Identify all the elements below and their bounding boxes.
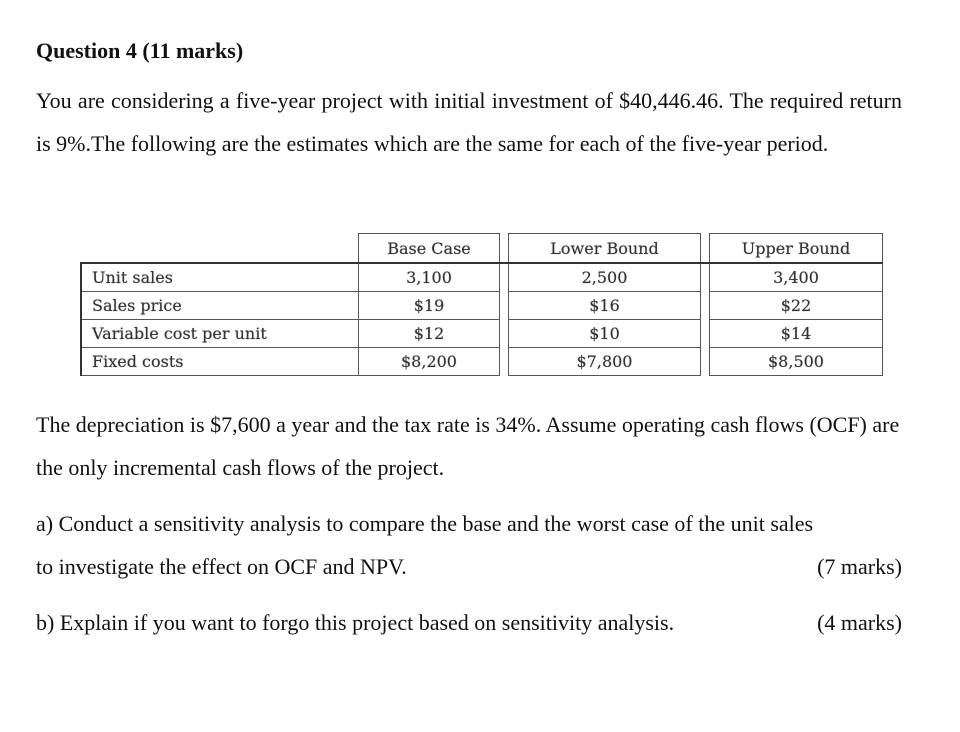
row-label: Sales price (81, 292, 359, 320)
part-b (36, 601, 902, 644)
row-label: Fixed costs (81, 348, 359, 376)
base-value: $8,200 (359, 348, 500, 376)
upper-value: $8,500 (710, 348, 883, 376)
base-value: $12 (359, 320, 500, 348)
table-row (81, 320, 883, 348)
intro-paragraph: You are considering a five-year project with initial investment of $40,446.46. The required return is 9%.The following are the estimates which are the same for each of the five-year period. (36, 88, 902, 156)
base-value: 3,100 (359, 263, 500, 292)
part-a-line-2: to investigate the effect on OCF and NPV. (36, 554, 407, 579)
question-heading: Question 4 (11 marks) (36, 38, 244, 63)
lower-value: $7,800 (509, 348, 701, 376)
lower-value: $10 (509, 320, 701, 348)
table-row (81, 292, 883, 320)
part-a-marks: (7 marks) (817, 554, 902, 579)
header-upper-bound: Upper Bound (710, 234, 883, 264)
lower-value: $16 (509, 292, 701, 320)
header-base-case: Base Case (359, 234, 500, 264)
part-a-line-1: a) Conduct a sensitivity analysis to compare the base and the worst case of the unit sales (36, 511, 814, 536)
part-b-text: b) Explain if you want to forgo this project based on sensitivity analysis. (36, 610, 675, 635)
table-header-row (81, 234, 883, 264)
part-a (36, 502, 902, 588)
depreciation-paragraph: The depreciation is $7,600 a year and the tax rate is 34%. Assume operating cash flows (OCF) are the only incremental cash flows of the project. (36, 412, 900, 480)
row-label: Variable cost per unit (81, 320, 359, 348)
base-value: $19 (359, 292, 500, 320)
upper-value: $22 (710, 292, 883, 320)
row-label: Unit sales (81, 263, 359, 292)
table-row (81, 348, 883, 376)
estimates-table (80, 233, 883, 376)
part-b-marks: (4 marks) (817, 610, 902, 635)
header-lower-bound: Lower Bound (509, 234, 701, 264)
upper-value: $14 (710, 320, 883, 348)
table-row (81, 263, 883, 292)
upper-value: 3,400 (710, 263, 883, 292)
lower-value: 2,500 (509, 263, 701, 292)
